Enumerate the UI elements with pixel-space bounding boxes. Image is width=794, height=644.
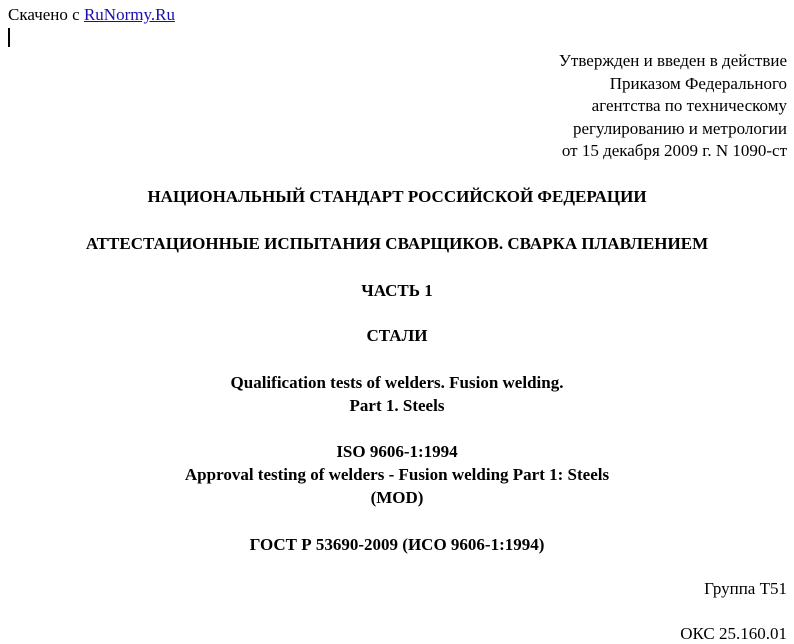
classification-oks: ОКС 25.160.01 xyxy=(680,624,787,643)
text-cursor xyxy=(8,28,10,47)
source-prefix: Скачено с xyxy=(8,5,80,24)
iso-modification: (MOD) xyxy=(370,488,424,507)
subtitle-ru: СТАЛИ xyxy=(366,326,428,345)
national-standard-heading: НАЦИОНАЛЬНЫЙ СТАНДАРТ РОССИЙСКОЙ ФЕДЕРАЦИИ xyxy=(147,187,647,206)
approval-block xyxy=(367,50,787,163)
runormy-link[interactable]: RuNormy.Ru xyxy=(83,5,175,24)
approval-line: агентства по техническому xyxy=(591,96,787,116)
standard-title-en-line2: Part 1. Steels xyxy=(349,396,445,415)
iso-title: Approval testing of welders - Fusion welding Part 1: Steels xyxy=(184,465,610,484)
approval-line: регулированию и метрологии xyxy=(572,118,787,138)
approval-line: Приказом Федерального xyxy=(609,73,787,93)
gost-number: ГОСТ Р 53690-2009 (ИСО 9606-1:1994) xyxy=(249,535,545,554)
source-line xyxy=(8,5,175,25)
standard-title-en-line1: Qualification tests of welders. Fusion welding. xyxy=(230,373,564,392)
part-heading: ЧАСТЬ 1 xyxy=(361,281,433,300)
classification-group: Группа Т51 xyxy=(704,579,787,598)
approval-line: Утвержден и введен в действие xyxy=(558,51,787,70)
approval-line: от 15 декабря 2009 г. N 1090-ст xyxy=(561,141,787,161)
iso-number: ISO 9606-1:1994 xyxy=(336,442,458,461)
standard-title-ru: АТТЕСТАЦИОННЫЕ ИСПЫТАНИЯ СВАРЩИКОВ. СВАРКА ПЛАВЛЕНИЕМ xyxy=(85,234,709,253)
